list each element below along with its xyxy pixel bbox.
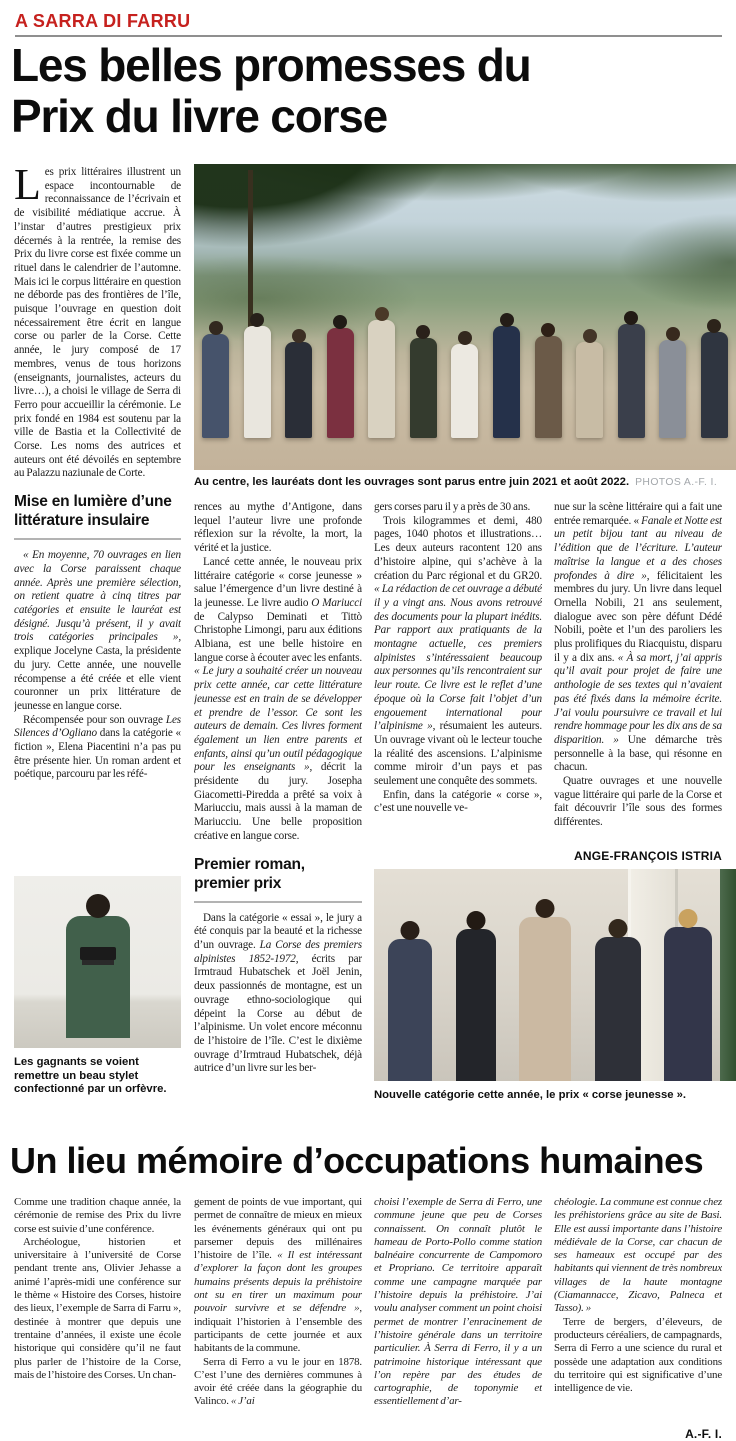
paragraph: Lancé cette année, le nouveau prix littéraire catégorie « corse jeunesse » salue l’émergence d’un livre destiné à la jeunesse. Le livre audio O Mariucci de Calypso Deminati et Tittò Christophe Limongi, paru aux éditions Albiana, est une belle histoire en langue corse à écouter avec les enfants. « Le jury a souhaité créer un nouveau prix cette année, car cette littérature jeunesse est en train de se développer et prendre de l’essor. Ce sont les auteurs de demain. Ces livres forment également un lien entre parents et enfants, ainsi qu’un outil pédagogique pour les enseignants », décrit la présidente du jury. Josepha Giacometti-Piredda a prêté sa voix à Mariucciu, mais aussi à la maman de Mariucciu. Une belle proposition créative en langue corse. [194,555,362,842]
winner-photo [14,876,181,1048]
signature: A.-F. I. [685,1427,722,1441]
pergola-post [248,170,253,328]
article1-column-2 [194,501,362,1149]
paragraph: choisi l’exemple de Serra di Ferro, une commune jeune que peu de Corses connaissent. On connaît plutôt le hameau de Porto-Pollo comme station balnéaire concurrente de Campomoro et Propriano. Ce territoire apparaît comme une campagne marquée par l’histoire depuis la préhistoire. J’ai voulu analyser comment un point choisi permet de montrer l’enracinement de l’histoire générale dans un territoire particulier. À Serra di Ferro, il y a un patrimoine historique intéressant que l’on repère par des études de cartographie, de toponymie et essentiellement d’ar- [374,1196,542,1408]
jeunesse-photo-caption: Nouvelle catégorie cette année, le prix « corse jeunesse ». [374,1089,687,1101]
group-of-people [202,320,728,438]
dropcap: L [14,166,41,209]
paragraph: Quatre ouvrages et une nouvelle vague littéraire qui parle de la Corse et fait découvrir l’île sous des formes différentes. [554,775,722,829]
group-of-people [388,917,712,1081]
main-photo-caption [194,476,736,490]
paragraph: gement de points de vue important, qui permet de connaître de mieux en mieux les événements généraux qui ont pu parsemer depuis des millénaires l’histoire de l’île. « Il est intéressant d’explorer la façon dont les groupes humains présents depuis la préhistoire ont su en tirer un maximum pour pouvoir survivre et se défendre », indiquait l’historien à l’ensemble des participants de cette journée et aux habitants de la commune. [194,1196,362,1355]
divider [14,538,181,540]
paragraph: Comme une tradition chaque année, la cérémonie de remise des Prix du livre corse est suivie d’une conférence. [14,1196,181,1235]
article1-column-3 [374,501,542,863]
article2-column-3 [374,1196,542,1441]
paragraph: Récompensée pour son ouvrage Les Silences d’Ogliano dans la catégorie « fiction », Elena Piacentini n’a pas pu être présente hier. Un roman ardent et poétique, parcouru par les réfé- [14,713,181,781]
paragraph: Dans la catégorie « essai », le jury a été conquis par la beauté et la richesse d’un ouvrage. La Corse des premiers alpinistes 1852-1972, écrits par Irmtraud Hubatschek et Joël Jenin, deux passionnés de montagne, est un ouvrage ethno-sociologique qui dépeint la Corse au début de l’alpinisme. Un volet encore méconnu de l’histoire de l’île. C’est le dixième ouvrage d’Irmtraud Hubatschek, déjà autrice d’un livre sur les ber- [194,911,362,1075]
divider [194,901,362,903]
paragraph: gers corses paru il y a près de 30 ans. [374,501,531,513]
award-object [80,947,116,960]
jeunesse-photo [374,869,736,1081]
article2-column-4 [554,1196,722,1441]
article2-headline: Un lieu mémoire d’occupations humaines [10,1140,704,1181]
kicker-rule [15,35,722,37]
caption-text: Au centre, les lauréats dont les ouvrages sont parus entre juin 2021 et août 2022. [194,476,630,488]
article2-column-1 [14,1196,181,1441]
article2-column-2 [194,1196,362,1441]
photo-credit: PHOTOS A.-F. I. [635,477,718,488]
section-kicker: A SARRA DI FARRU [15,11,191,31]
subhead-premier-roman: Premier roman, premier prix [194,855,305,892]
column-text [554,501,722,846]
green-panel [720,869,736,1081]
winner-photo-caption: Les gagnants se voient remettre un beau stylet confectionné par un orfèvre. [14,1056,167,1096]
paragraph: Trois kilogrammes et demi, 480 pages, 1040 photos et illustrations… Les deux auteurs racontent 120 ans d’histoire alpine, qui s’achève à la création du Parc régional et du GR20. « La rédaction de cet ouvrage a débuté il y a vingt ans. Nous avons retrouvé des documents pour la plupart inédits. Par rapport aux pratiquants de la montagne actuelle, ces premiers alpinistes s’intéressaient beaucoup aux personnes qu’ils rencontraient sur leur route. Ce livre est le reflet d’une époque où la Corse fait l’objet d’un engouement international pour l’alpinisme », résumaient les auteurs. Un ouvrage vivant où le lecteur touche la réalité des ascensions. L’alpinisme comme miroir d’un pays et pas seulement une conquête des sommets. [374,514,542,788]
paragraph: « En moyenne, 70 ouvrages en lien avec la Corse paraissent chaque année. Après une première sélection, on retient quatre à cinq titres par catégories et ensuite le lauréat est désigné. Jusqu’à présent, il y avait trois catégories principales », explique Jocelyne Casta, la présidente du jury. Cette année, une nouvelle récompense a été créée et elle vient couronner un prix littérature de jeunesse en langue corse. [14,549,181,712]
paragraph: Archéologue, historien et universitaire à l’université de Corse pendant trente ans, Olivier Jehasse a animé l’après-midi une conférence sur le thème « Histoire des Corses, histoire des lieux, l’exemple de Sarra di Farru », destinée à montrer que depuis une trentaine d’années, il existe une école historique qui considère qu’il ne faut plus parler de l’histoire de la Corse, mais de l’histoire des Corses. Un chan- [14,1235,181,1381]
paragraph: nue sur la scène littéraire qui a fait une entrée remarquée. « Fanale et Notte est un petit bijou tant au niveau de l’édition que de l’écriture. L’auteur maîtrise la langue et a des choses profondes à dire », félicitaient les membres du jury. Un livre dans lequel Ornella Nobili, 21 ans seulement, dialogue avec son père défunt Dédé Nobili, poète et l’un des paroliers les plus prolifiques du Riacquistu, disparu il y a dix ans. « À sa mort, j’ai appris qu’il avait pour projet de faire une anthologie de ses textes qui n’avaient pas été fixés dans la mémoire écrite. J’ai voulu poursuivre ce travail et lui rendre hommage pour les dix ans de sa disparition. » Une démarche très personnelle à la base, qui résonne en chacun. [554,501,722,774]
paragraph: Serra di Ferro a vu le jour en 1878. C’est l’une des dernières communes à avoir été créée dans la géographie du Valinco. « J’ai [194,1355,362,1408]
paragraph: Terre de bergers, d’éleveurs, de producteurs céréaliers, de campagnards, Serra di Ferro a une science du rural et possède une adaptation aux conditions du territoire qui est significative d’une intelligence de vie. [554,1315,722,1395]
main-photo-laureates [194,164,736,470]
winner-figure [14,916,181,1038]
paragraph: rences au mythe d’Antigone, dans lequel l’auteur livre une profonde réflexion sur la révolte, la mort, la vérité et la justice. [194,501,362,555]
article1-headline: Les belles promesses du Prix du livre corse [11,39,531,142]
paragraph-intro: Les prix littéraires illustrent un espace incontournable de reconnaissance de l’écrivain et de visibilité médiatique accrue. À l’instar d’autres prestigieux prix décernés à la rentrée, la remise des Prix du livre corse est fixée comme un rituel dans le calendrier de l’automne. Mais ici le corpus littéraire en question ne déborde pas des frontières de l’île, puisque l’ouvrage en question doit nécessairement être écrit en langue corse ou parler de la Corse. Cette année, le jury composé de 17 membres, venus de tous horizons (enseignants, journalistes, acteurs du livre…), a choisi le village de Serra di Ferro pour accueillir la cérémonie. Le prix fondé en 1984 est soutenu par la ville de Bastia et la Collectivité de Corse. Les noms des autrices et auteurs ont été dévoilés en septembre au Palazzu naziunale de Corte. [14,166,181,480]
subhead-mise-en-lumiere: Mise en lumière d’une littérature insulaire [14,493,172,530]
byline: ANGE-FRANÇOIS ISTRIA [574,849,722,863]
column-text [554,1196,722,1424]
paragraph: chéologie. La commune est connue chez les préhistoriens grâce au site de Basi. Elle est aussi importante dans l’histoire médiévale de la Corse, car chacun de ses hameaux est occupé par des habitants qui viennent de très nombreux villages de la haute montagne (Ciamannacce, Zicavo, Palneca et Tasso). » [554,1196,722,1315]
paragraph: Enfin, dans la catégorie « corse », c’est une nouvelle ve- [374,788,542,815]
article1-column-4 [554,501,722,863]
article1-column-1 [14,166,181,872]
